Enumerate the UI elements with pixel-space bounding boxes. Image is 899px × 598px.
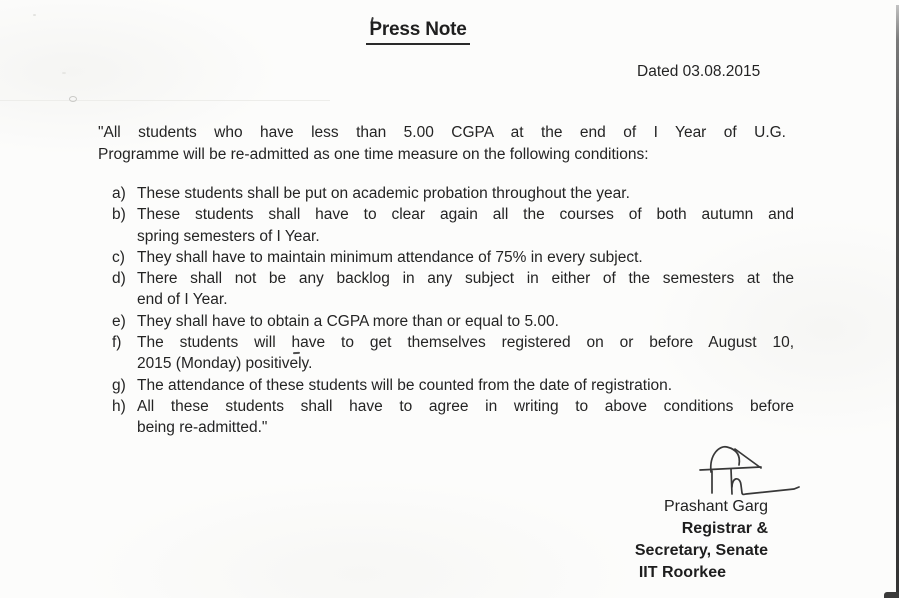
condition-text: 2015 (Monday) positively. (137, 355, 313, 373)
signatory-title-secretary: Secretary, Senate (634, 542, 768, 559)
condition-text: spring semesters of I Year. (137, 227, 320, 245)
condition-text: There shall not be any backlog in any subject in either of the semesters at the (137, 270, 794, 288)
condition-item-c (112, 247, 794, 268)
signatory-title-registrar: Registrar & (681, 520, 768, 537)
condition-item-g (112, 375, 794, 396)
condition-item-d (112, 268, 794, 311)
condition-label: d) (112, 270, 126, 288)
condition-label: b) (112, 206, 126, 224)
signature-block (600, 496, 768, 584)
page-title: Press Note (366, 19, 469, 45)
scan-speck (69, 96, 77, 102)
conditions-list (112, 183, 794, 439)
condition-text: These students shall have to clear again all the courses of both autumn and (137, 206, 794, 224)
condition-label: h) (112, 397, 126, 415)
condition-label: a) (112, 185, 126, 202)
condition-label: e) (112, 312, 126, 330)
condition-label: g) (112, 376, 126, 394)
page-title-wrap (0, 19, 836, 45)
condition-item-a (112, 183, 794, 204)
scan-crease-line (0, 100, 330, 101)
condition-text: All these students shall have to agree in writing to above conditions before (137, 397, 794, 415)
handwritten-signature-icon (670, 440, 802, 500)
scan-speck (33, 14, 36, 16)
scan-speck (62, 72, 66, 74)
condition-text: They shall have to obtain a CGPA more than or equal to 5.00. (137, 312, 559, 330)
condition-text: The students will have to get themselves registered on or before August 10, (137, 334, 794, 352)
condition-text: They shall have to maintain minimum attendance of 75% in every subject. (137, 248, 643, 266)
date-line: Dated 03.08.2015 (637, 63, 761, 80)
intro-paragraph (98, 122, 786, 166)
intro-line-2: Programme will be re-admitted as one time measure on the following conditions: (98, 146, 649, 163)
condition-text: The attendance of these students will be counted from the date of registration. (137, 376, 673, 394)
signatory-name: Prashant Garg (663, 498, 768, 515)
condition-item-e (112, 311, 794, 332)
intro-line-1: "All students who have less than 5.00 CGPA at the end of I Year of U.G. (98, 124, 786, 141)
condition-label: f) (112, 334, 122, 352)
condition-label: c) (112, 248, 125, 266)
condition-text: These students shall be put on academic probation throughout the year. (137, 185, 630, 202)
condition-text: being re-admitted." (137, 419, 268, 437)
scan-corner-artifact (884, 592, 899, 598)
condition-text: end of I Year. (137, 291, 228, 309)
signatory-institute: IIT Roorkee (638, 564, 726, 581)
condition-item-h (112, 396, 794, 439)
condition-item-f (112, 332, 794, 375)
condition-item-b (112, 204, 794, 247)
